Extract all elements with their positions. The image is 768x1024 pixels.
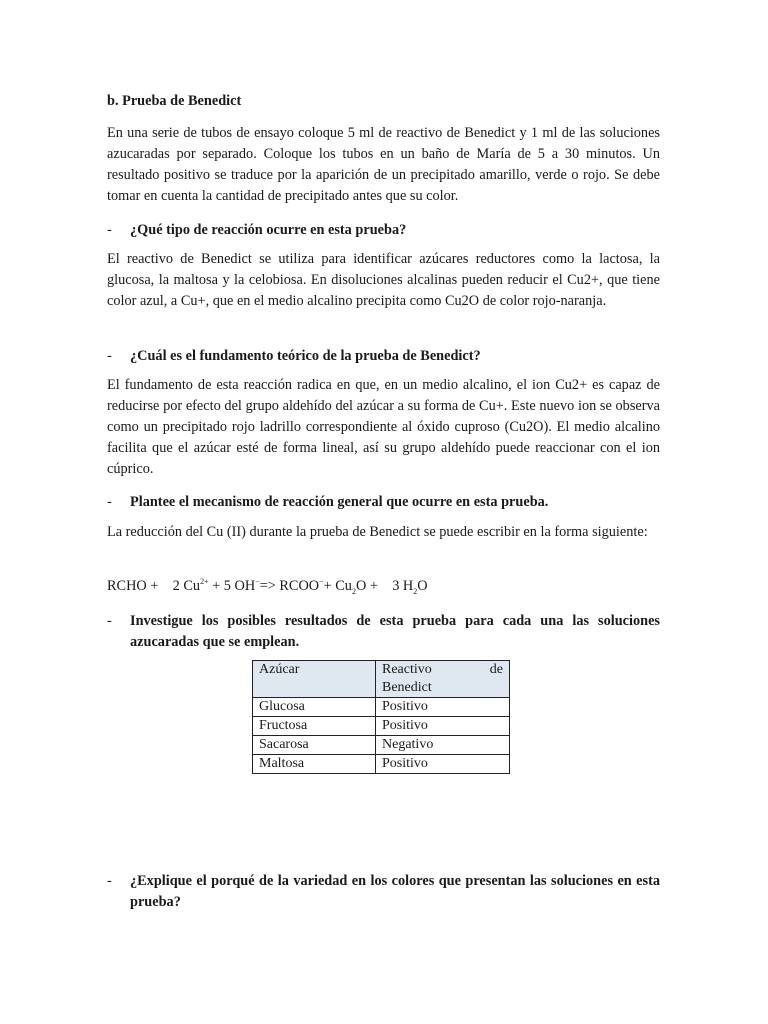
question-5 (107, 871, 660, 913)
question-3-text: Plantee el mecanismo de reacción general que ocurre en esta prueba. (130, 494, 549, 510)
table-cell-result: Positivo (376, 755, 510, 774)
eq-part: + Cu (323, 578, 352, 594)
question-1 (107, 220, 660, 241)
question-1-text: ¿Qué tipo de reacción ocurre en esta prueba? (130, 222, 407, 238)
question-5-text: ¿Explique el porqué de la variedad en los colores que presentan las soluciones en esta prueba? (130, 873, 660, 910)
header-reagent-word1: Reactivo (382, 662, 432, 677)
table-cell-result: Positivo (376, 698, 510, 717)
bullet-dash: - (107, 348, 112, 364)
bullet-dash: - (107, 494, 112, 510)
results-table (252, 660, 510, 774)
answer-3: La reducción del Cu (II) durante la prueba de Benedict se puede escribir en la forma siguiente: (107, 524, 648, 540)
eq-subscript: 2 (413, 586, 418, 596)
table-cell-sugar: Glucosa (253, 698, 376, 717)
eq-part: RCHO + 2 Cu (107, 578, 201, 594)
section-title: b. Prueba de Benedict (107, 93, 242, 109)
bullet-dash: - (107, 873, 112, 889)
eq-charge: − (319, 577, 324, 587)
reaction-equation (107, 576, 660, 597)
question-4-text: Investigue los posibles resultados de esta prueba para cada una las soluciones azucaradas que se emplean. (130, 613, 660, 650)
header-sugar: Azúcar (253, 661, 376, 698)
eq-subscript: 2 (351, 586, 356, 596)
eq-part: O (417, 578, 428, 594)
eq-part: + 5 OH (208, 578, 256, 594)
table-cell-sugar: Maltosa (253, 755, 376, 774)
question-2-text: ¿Cuál es el fundamento teórico de la prueba de Benedict? (130, 348, 481, 364)
header-reagent-word3: Benedict (382, 680, 432, 695)
table-cell-sugar: Sacarosa (253, 736, 376, 755)
table-row (253, 717, 510, 736)
eq-part: => RCOO (259, 578, 320, 594)
question-4 (107, 611, 660, 653)
eq-part: O + 3 H (355, 578, 414, 594)
eq-charge: 2+ (200, 577, 209, 587)
table-cell-sugar: Fructosa (253, 717, 376, 736)
eq-charge: − (255, 577, 260, 587)
intro-paragraph: En una serie de tubos de ensayo coloque 5 ml de reactivo de Benedict y 1 ml de las soluciones azucaradas por separado. Coloque los tubos en un baño de María de 5 a 30 minutos. Un resultado positivo se traduce por la aparición de un precipitado amarillo, verde o rojo. Se debe tomar en cuenta la cantidad de precipitado antes que su color. (107, 125, 660, 204)
table-cell-result: Negativo (376, 736, 510, 755)
answer-2: El fundamento de esta reacción radica en que, en un medio alcalino, el ion Cu2+ es capaz de reducirse por efecto del grupo aldehído del azúcar a su forma de Cu+. Este nuevo ion se observa como un precipitado rojo ladrillo correspondiente al óxido cuproso (Cu2O). El medio alcalino facilita que el azúcar esté de forma lineal, así su grupo aldehído puede reaccionar con el ion cúprico. (107, 377, 660, 477)
table-cell-result: Positivo (376, 717, 510, 736)
bullet-dash: - (107, 613, 112, 629)
table-header-row (253, 661, 510, 698)
bullet-dash: - (107, 222, 112, 238)
table-row (253, 698, 510, 717)
table-row (253, 736, 510, 755)
question-2 (107, 346, 660, 367)
header-reagent-word2: de (489, 662, 503, 677)
question-3 (107, 492, 660, 513)
header-reagent (376, 661, 510, 698)
table-row (253, 755, 510, 774)
answer-1: El reactivo de Benedict se utiliza para identificar azúcares reductores como la lactosa, la glucosa, la maltosa y la celobiosa. En disoluciones alcalinas pueden reducir el Cu2+, que tiene color azul, a Cu+, que en el medio alcalino precipita como Cu2O de color rojo-naranja. (107, 251, 660, 309)
